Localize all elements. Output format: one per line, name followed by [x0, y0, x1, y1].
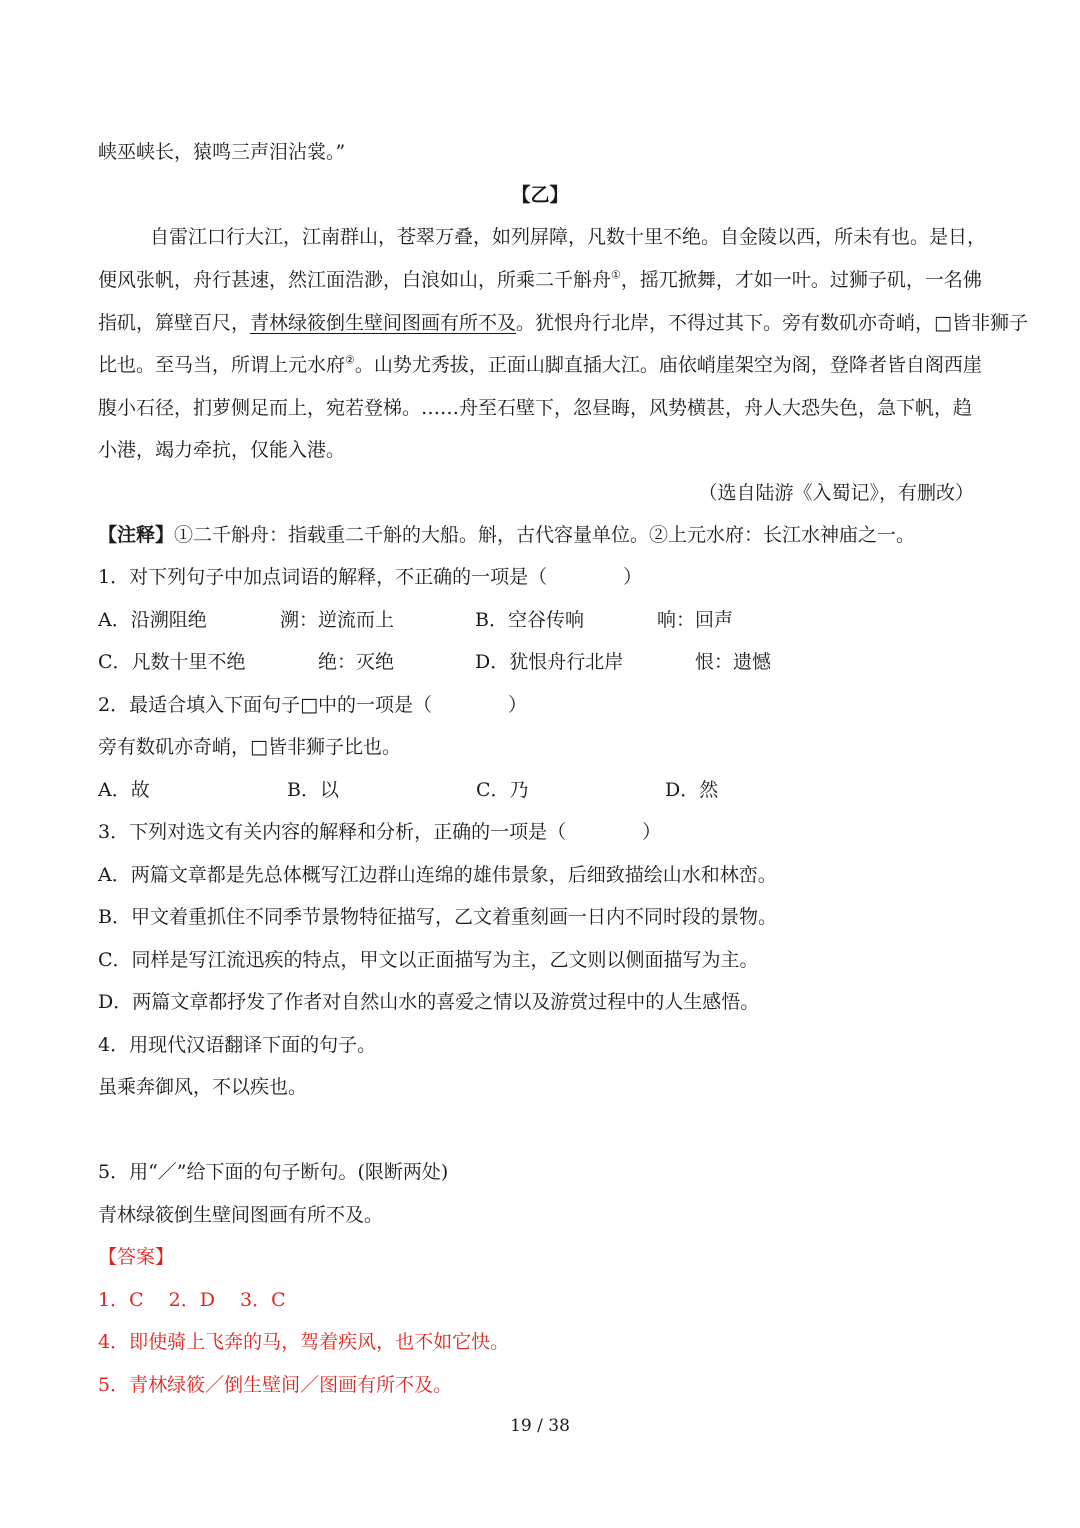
- question-5-sentence: 青林绿筱倒生壁间图画有所不及。: [98, 1204, 384, 1226]
- passage-yi-line-5: 腹小石径，扪萝侧足而上，宛若登梯。……舟至石壁下，忽昼晦，风势横甚，舟人大恐失色，急下帆，趋: [98, 397, 973, 419]
- question-2-sentence: 旁有数矶亦奇峭，□皆非狮子比也。: [98, 736, 401, 758]
- q2-option-d: D．然: [665, 779, 719, 801]
- q1-option-c: C．凡数十里不绝: [98, 651, 246, 673]
- q1-option-b-gloss: 响：回声: [657, 609, 734, 631]
- passage-text: 便风张帆，舟行甚速，然江面浩渺，白浪如山，所乘二千斛舟: [98, 269, 612, 291]
- q1-option-d: D．犹恨舟行北岸: [475, 651, 624, 673]
- q2-option-b: B．以: [287, 779, 339, 801]
- question-5-stem: 5．用“／”给下面的句子断句。(限断两处): [98, 1161, 449, 1183]
- question-4-stem: 4．用现代汉语翻译下面的句子。: [98, 1034, 377, 1056]
- passage-yi-line-1: 自雷江口行大江，江南群山，苍翠万叠，如列屏障，凡数十里不绝。自金陵以西，所未有也。是日，: [150, 226, 987, 248]
- passage-yi-line-4: [98, 351, 982, 379]
- footnote-marker: ①: [611, 268, 621, 282]
- q3-option-b: B．甲文着重抓住不同季节景物特征描写，乙文着重刻画一日内不同时段的景物。: [98, 906, 777, 928]
- passage-jia-tail: 峡巫峡长，猿鸣三声泪沾裳。”: [98, 141, 346, 163]
- passage-text: 。犹恨舟行北岸，不得过其下。旁有数矶亦奇峭，□皆非狮子: [516, 312, 1028, 334]
- page-number: 19 / 38: [510, 1416, 570, 1436]
- answer-label: 【答案】: [98, 1246, 175, 1268]
- passage-text: 比也。至马当，所谓上元水府: [98, 354, 346, 376]
- passage-yi-line-6: 小港，竭力牵抗，仅能入港。: [98, 439, 346, 461]
- passage-text: ，摇兀掀舞，才如一叶。过狮子矶，一名佛: [620, 269, 982, 291]
- question-3-stem: 3．下列对选文有关内容的解释和分析，正确的一项是（ ）: [98, 821, 662, 843]
- q3-option-a: A．两篇文章都是先总体概写江边群山连绵的雄伟景象，后细致描绘山水和林峦。: [98, 864, 777, 886]
- question-4-sentence: 虽乘奔御风，不以疾也。: [98, 1076, 308, 1098]
- q2-option-a: A．故: [98, 779, 150, 801]
- passage-text: 指矶，簈壁百尺，: [98, 312, 251, 334]
- underlined-sentence: 青林绿筱倒生壁间图画有所不及: [250, 312, 517, 334]
- q3-option-c: C．同样是写江流迅疾的特点，甲文以正面描写为主，乙文则以侧面描写为主。: [98, 949, 759, 971]
- q1-option-a: A．沿溯阻绝: [98, 609, 207, 631]
- notes: [98, 521, 915, 549]
- q1-option-d-gloss: 恨：遗憾: [695, 651, 772, 673]
- q1-option-b: B．空谷传响: [475, 609, 584, 631]
- notes-text: ①二千斛舟：指载重二千斛的大船。斛，古代容量单位。②上元水府：长江水神庙之一。: [174, 524, 916, 546]
- answer-line-1: 1．C 2．D 3．C: [98, 1289, 286, 1311]
- answer-line-2: 4．即使骑上飞奔的马，驾着疾风，也不如它快。: [98, 1331, 510, 1353]
- q3-option-d: D．两篇文章都抒发了作者对自然山水的喜爱之情以及游赏过程中的人生感悟。: [98, 991, 760, 1013]
- passage-yi-line-3: [98, 309, 1028, 337]
- question-1-stem: 1．对下列句子中加点词语的解释，不正确的一项是（ ）: [98, 566, 643, 588]
- passage-yi-heading: 【乙】: [511, 184, 569, 206]
- q2-option-c: C．乃: [476, 779, 529, 801]
- passage-yi-line-2: [98, 266, 982, 294]
- footnote-marker: ②: [345, 353, 355, 367]
- passage-source: （选自陆游《入蜀记》，有删改）: [698, 482, 974, 504]
- q1-option-a-gloss: 溯：逆流而上: [280, 609, 395, 631]
- q1-option-c-gloss: 绝：灭绝: [318, 651, 395, 673]
- answer-line-3: 5．青林绿筱／倒生壁间／图画有所不及。: [98, 1374, 453, 1396]
- passage-text: 。山势尤秀拔，正面山脚直插大江。庙依峭崖架空为阁，登降者皆自阁西崖: [354, 354, 982, 376]
- notes-label: 【注释】: [98, 524, 175, 546]
- question-2-stem: 2．最适合填入下面句子□中的一项是（ ）: [98, 694, 528, 716]
